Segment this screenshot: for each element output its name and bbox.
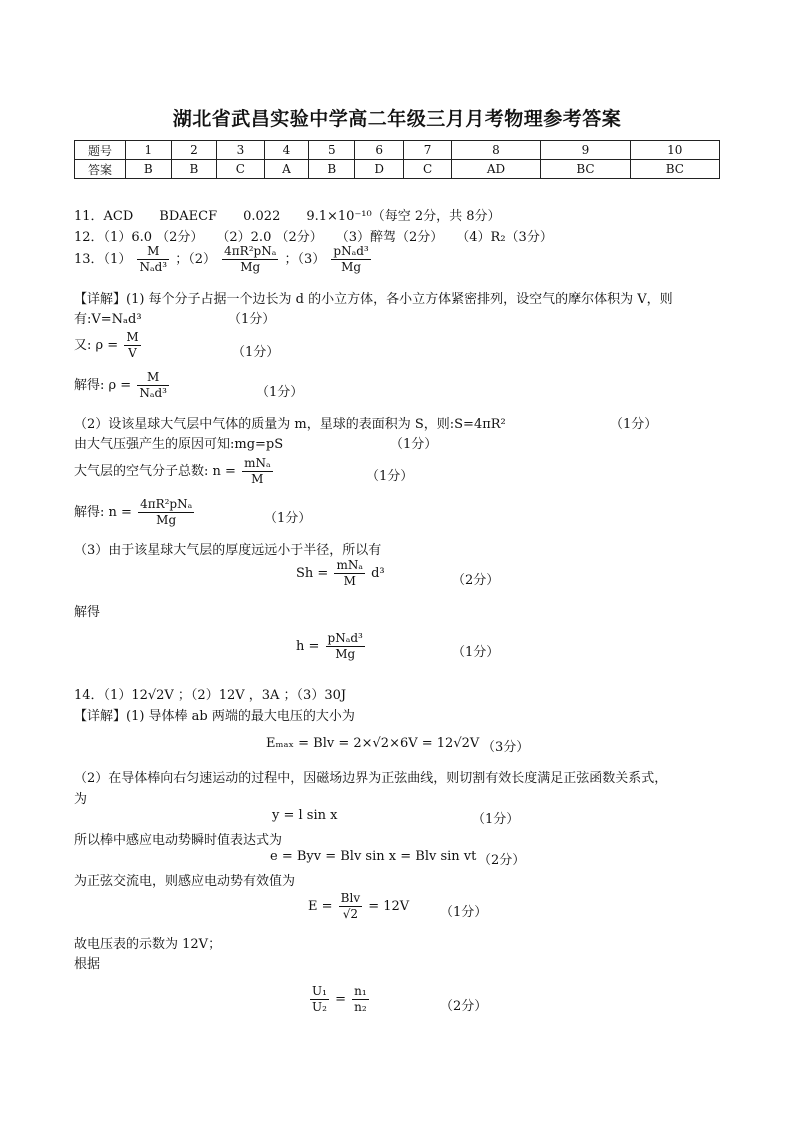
table-cell: A bbox=[264, 160, 309, 179]
q14-part2-line: （2）在导体棒向右匀速运动的过程中，因磁场边界为正弦曲线，则切割有效长度满足正弦函数关系式， bbox=[74, 771, 668, 786]
frac-den: M bbox=[251, 472, 264, 486]
table-cell: AD bbox=[451, 160, 541, 179]
q13-sep: ；（2） bbox=[175, 252, 217, 267]
equals: = bbox=[335, 992, 346, 1007]
table-cell: BC bbox=[630, 160, 719, 179]
frac-den: n₂ bbox=[354, 1000, 367, 1014]
q13-label: 13．（1） bbox=[74, 252, 132, 267]
score: （1分） bbox=[256, 385, 304, 400]
table-cell: 3 bbox=[217, 141, 264, 160]
E-fraction bbox=[339, 891, 362, 922]
q13-jiede3: 解得 bbox=[74, 605, 101, 620]
q13-part2-line: （2）设该星球大气层中气体的质量为 m，星球的表面积为 S，则:S=4πR² bbox=[74, 417, 506, 432]
q13-answer bbox=[74, 244, 373, 275]
score: （1分） bbox=[610, 417, 658, 432]
frac-den: Mg bbox=[335, 647, 356, 661]
table-cell: 8 bbox=[451, 141, 541, 160]
table-header-label: 题号 bbox=[75, 141, 126, 160]
jiede-label: 解得: n = bbox=[74, 505, 132, 520]
frac-num: M bbox=[137, 244, 169, 260]
table-row-answers bbox=[75, 160, 720, 179]
frac-den: Mg bbox=[156, 513, 177, 527]
E-left: E = bbox=[308, 899, 333, 914]
frac-den: Nₐd³ bbox=[139, 386, 167, 400]
q13-detail-1: 【详解】(1) 每个分子占据一个边长为 d 的小立方体，各小立方体紧密排列，设空气的摩尔体积为 V，则 bbox=[74, 292, 673, 307]
frac-den: V bbox=[128, 346, 137, 360]
table-cell: 1 bbox=[126, 141, 172, 160]
table-cell: 10 bbox=[630, 141, 719, 160]
sh-fraction bbox=[334, 558, 365, 589]
table-cell: 7 bbox=[404, 141, 451, 160]
q13-part3-line: （3）由于该星球大气层的厚度远远小于半径，所以有 bbox=[74, 543, 382, 558]
q13-part2-line2: 由大气压强产生的原因可知:mg=pS bbox=[74, 437, 284, 452]
q14-volt-line: 故电压表的示数为 12V； bbox=[74, 937, 222, 952]
table-row-numbers bbox=[75, 141, 720, 160]
sh-right: d³ bbox=[371, 566, 385, 581]
table-cell: 6 bbox=[355, 141, 404, 160]
E-right: = 12V bbox=[368, 899, 410, 914]
q14-answer: 14．（1）12√2V ；（2）12V ，3A ；（3）30J bbox=[74, 688, 347, 703]
score: （2分） bbox=[478, 853, 526, 868]
frac-den: Nₐd³ bbox=[139, 260, 168, 274]
frac-num: U₁ bbox=[312, 984, 327, 998]
q14-y-eq: y = l sin x bbox=[272, 808, 338, 823]
score: （2分） bbox=[440, 999, 488, 1014]
q14-inst-line: 所以棒中感应电动势瞬时值表达式为 bbox=[74, 833, 283, 848]
q13-n-eq bbox=[74, 456, 275, 487]
h-left: h = bbox=[296, 639, 320, 654]
table-cell: 9 bbox=[541, 141, 630, 160]
page-title: 湖北省武昌实验中学高二年级三月月考物理参考答案 bbox=[172, 108, 622, 130]
q13-h-eq bbox=[296, 631, 367, 662]
q13-sh-eq bbox=[296, 558, 385, 589]
frac-num: pNₐd³ bbox=[327, 631, 363, 645]
score: （1分） bbox=[264, 511, 312, 526]
h-fraction bbox=[326, 631, 365, 662]
u-fraction bbox=[310, 984, 329, 1015]
n-ratio-fraction bbox=[352, 984, 369, 1015]
frac-den: √2 bbox=[342, 907, 359, 921]
frac-num: 4πR²pNₐ bbox=[224, 244, 277, 258]
score: （1分） bbox=[452, 645, 500, 660]
score: （1分） bbox=[390, 437, 438, 452]
frac-num: M bbox=[126, 330, 139, 344]
score: （1分） bbox=[366, 469, 414, 484]
frac-num: pNₐd³ bbox=[333, 244, 369, 258]
frac-num: mNₐ bbox=[244, 456, 271, 470]
table-cell: D bbox=[355, 160, 404, 179]
n-label: 大气层的空气分子总数: n = bbox=[74, 464, 236, 479]
q14-ac-line: 为正弦交流电，则感应电动势有效值为 bbox=[74, 874, 296, 889]
q14-genju: 根据 bbox=[74, 957, 101, 972]
table-cell: C bbox=[404, 160, 451, 179]
frac-den: M bbox=[343, 574, 356, 588]
q13-fraction-3 bbox=[331, 244, 370, 275]
q14-ratio-eq bbox=[308, 984, 371, 1015]
n-fraction bbox=[242, 456, 273, 487]
q13-detail-2: 有:V=Nₐd³ bbox=[74, 312, 142, 327]
q14-e-eq: e = Byv = Blv sin x = Blv sin vt bbox=[270, 849, 477, 864]
table-cell: C bbox=[217, 160, 264, 179]
frac-num: 4πR²pNₐ bbox=[140, 497, 193, 511]
q14-detail-1: 【详解】(1) 导体棒 ab 两端的最大电压的大小为 bbox=[74, 709, 355, 724]
frac-num: Blv bbox=[340, 891, 361, 905]
q13-fraction-2 bbox=[222, 244, 278, 275]
q13-fraction-1 bbox=[137, 244, 169, 275]
rho-label: 又: ρ = bbox=[74, 338, 119, 353]
score: （1分） bbox=[228, 312, 276, 327]
q13-rho-eq bbox=[74, 330, 143, 361]
rho-fraction bbox=[124, 330, 140, 361]
table-cell: 5 bbox=[309, 141, 355, 160]
frac-den: Mg bbox=[341, 260, 362, 274]
frac-den: Mg bbox=[240, 260, 261, 274]
score: （1分） bbox=[232, 345, 280, 360]
q13-sep: ；（3） bbox=[284, 252, 326, 267]
n2-fraction bbox=[138, 497, 194, 528]
table-cell: B bbox=[171, 160, 217, 179]
q14-emax-eq: Eₘₐₓ = Blv = 2×√2×6V = 12√2V bbox=[266, 736, 480, 751]
jiede-label: 解得: ρ = bbox=[74, 378, 132, 393]
frac-num: M bbox=[137, 370, 169, 386]
table-cell: B bbox=[126, 160, 172, 179]
table-answer-label: 答案 bbox=[75, 160, 126, 179]
q14-E-eq bbox=[308, 891, 409, 922]
table-cell: BC bbox=[541, 160, 630, 179]
q11-answer: 11．ACD BDAECF 0.022 9.1×10⁻¹⁰（每空 2分，共 8分） bbox=[74, 209, 501, 224]
score: （1分） bbox=[472, 812, 520, 827]
score: （1分） bbox=[440, 905, 488, 920]
table-cell: B bbox=[309, 160, 355, 179]
table-cell: 2 bbox=[171, 141, 217, 160]
frac-num: n₁ bbox=[354, 984, 367, 998]
sh-left: Sh = bbox=[296, 566, 329, 581]
q13-n-result bbox=[74, 497, 196, 528]
q13-rho-result bbox=[74, 370, 171, 401]
score: （3分） bbox=[482, 740, 530, 755]
q12-answer: 12．（1）6.0 （2分） （2）2.0 （2分） （3）醉驾（2分） （4）R₂（3分） bbox=[74, 230, 553, 245]
table-cell: 4 bbox=[264, 141, 309, 160]
answer-table bbox=[74, 140, 720, 179]
frac-num: mNₐ bbox=[336, 558, 363, 572]
rho2-fraction bbox=[137, 370, 169, 401]
q14-part2-line-b: 为 bbox=[74, 792, 88, 807]
frac-den: U₂ bbox=[312, 1000, 327, 1014]
score: （2分） bbox=[452, 573, 500, 588]
